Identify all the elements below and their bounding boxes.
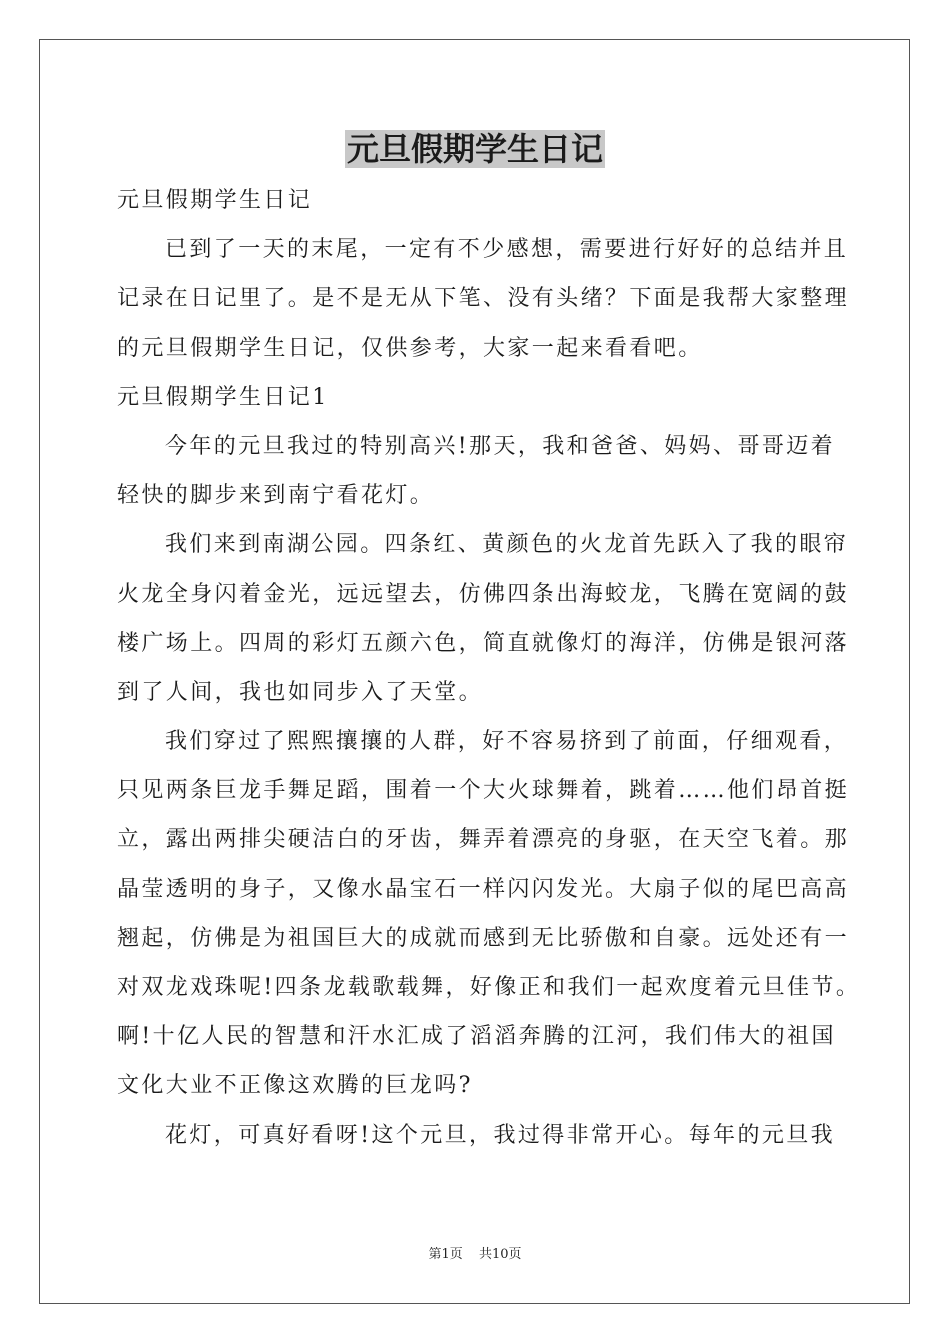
page-footer	[0, 1246, 950, 1264]
text-line: 对双龙戏珠呢!四条龙载歌载舞，好像正和我们一起欢度着元旦佳节。	[117, 975, 861, 1000]
text-line: 晶莹透明的身子，又像水晶宝石一样闪闪发光。大扇子似的尾巴高高	[117, 876, 850, 902]
text-line: 已到了一天的末尾，一定有不少感想，需要进行好好的总结并且	[165, 237, 849, 263]
text-line: 轻快的脚步来到南宁看花灯。	[117, 483, 435, 509]
text-line: 花灯，可真好看呀!这个元旦，我过得非常开心。每年的元旦我	[165, 1122, 836, 1148]
text-line: 到了人间，我也如同步入了天堂。	[117, 679, 484, 705]
text-line: 立，露出两排尖硬洁白的牙齿，舞弄着漂亮的身驱，在天空飞着。那	[117, 827, 850, 853]
document-body	[117, 176, 861, 1160]
text-line: 文化大业不正像这欢腾的巨龙吗?	[117, 1073, 473, 1099]
text-line: 元旦假期学生日记	[117, 188, 313, 213]
text-line: 只见两条巨龙手舞足蹈，围着一个大火球舞着，跳着……他们昂首挺	[117, 778, 850, 804]
text-line: 啊!十亿人民的智慧和汗水汇成了滔滔奔腾的江河，我们伟大的祖国	[117, 1024, 836, 1050]
text-line: 我们穿过了熙熙攘攘的人群，好不容易挤到了前面，仔细观看，	[165, 729, 849, 755]
document-title	[0, 127, 950, 171]
text-line: 记录在日记里了。是不是无从下笔、没有头绪？下面是我帮大家整理	[117, 286, 850, 312]
text-line: 元旦假期学生日记1	[117, 384, 329, 410]
text-line: 翘起，仿佛是为祖国巨大的成就而感到无比骄傲和自豪。远处还有一	[117, 925, 850, 951]
text-line: 今年的元旦我过的特别高兴!那天，我和爸爸、妈妈、哥哥迈着	[165, 433, 836, 459]
document-title-text: 元旦假期学生日记	[346, 130, 603, 168]
text-line: 我们来到南湖公园。四条红、黄颜色的火龙首先跃入了我的眼帘	[165, 532, 849, 558]
text-line: 楼广场上。四周的彩灯五颜六色，简直就像灯的海洋，仿佛是银河落	[117, 630, 850, 656]
page-number-total: 共10页	[478, 1247, 522, 1262]
text-line: 火龙全身闪着金光，远远望去，仿佛四条出海蛟龙，飞腾在宽阔的鼓	[117, 581, 850, 607]
text-line: 的元旦假期学生日记，仅供参考，大家一起来看看吧。	[117, 335, 703, 361]
page-number-current: 第1页	[428, 1247, 463, 1262]
